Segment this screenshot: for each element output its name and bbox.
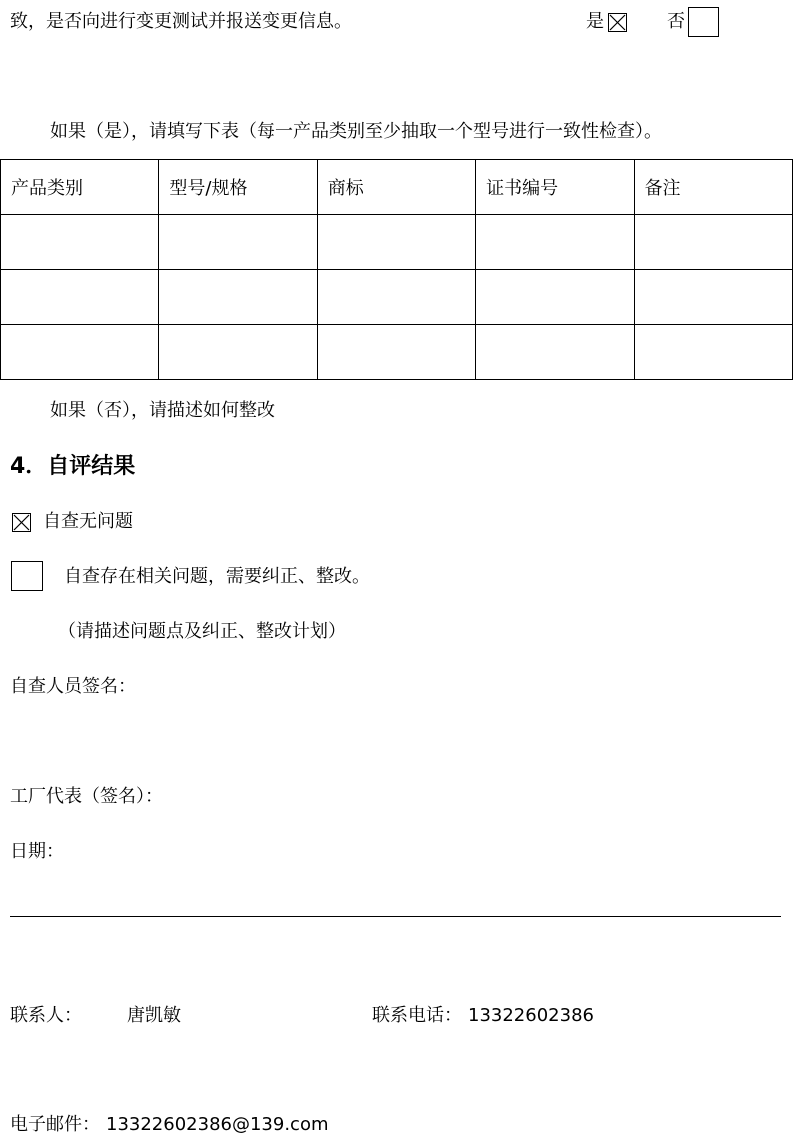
checked-x-icon xyxy=(609,14,626,31)
table-header-row xyxy=(1,160,793,215)
table-cell[interactable] xyxy=(159,270,317,325)
product-consistency-table xyxy=(0,159,793,380)
table-row xyxy=(1,270,793,325)
change-test-question: 致，是否向进行变更测试并报送变更信息。 xyxy=(10,11,352,32)
yes-label: 是 xyxy=(586,11,604,32)
contact-person-name: 唐凯敏 xyxy=(127,1005,181,1026)
has-issue-checkbox[interactable] xyxy=(11,561,43,591)
table-cell[interactable] xyxy=(317,215,475,270)
if-no-instruction: 如果（否），请描述如何整改 xyxy=(50,400,275,421)
no-issue-checkbox[interactable] xyxy=(12,513,31,532)
if-yes-instruction: 如果（是），请填写下表（每一产品类别至少抽取一个型号进行一致性检查）。 xyxy=(50,121,662,142)
section-heading: 4．自评结果 xyxy=(10,454,136,479)
email-label: 电子邮件： xyxy=(10,1114,100,1135)
table-cell[interactable] xyxy=(159,325,317,380)
no-label: 否 xyxy=(667,11,685,32)
contact-person-label: 联系人： xyxy=(10,1005,82,1026)
contact-phone: 13322602386 xyxy=(468,1005,594,1026)
header-trademark: 商标 xyxy=(317,160,475,215)
table-cell[interactable] xyxy=(634,270,792,325)
table-cell[interactable] xyxy=(476,215,634,270)
table-cell[interactable] xyxy=(634,325,792,380)
header-certificate-no: 证书编号 xyxy=(476,160,634,215)
date-label: 日期： xyxy=(10,841,64,862)
factory-rep-signature-label: 工厂代表（签名）： xyxy=(10,786,163,807)
contact-phone-label: 联系电话： xyxy=(372,1005,462,1026)
table-cell[interactable] xyxy=(476,325,634,380)
no-checkbox[interactable] xyxy=(688,7,719,37)
table-row xyxy=(1,325,793,380)
table-row xyxy=(1,215,793,270)
divider-line xyxy=(10,916,781,917)
table-cell[interactable] xyxy=(1,215,159,270)
yes-checkbox[interactable] xyxy=(608,13,627,32)
table-cell[interactable] xyxy=(317,325,475,380)
table-cell[interactable] xyxy=(634,215,792,270)
table-cell[interactable] xyxy=(159,215,317,270)
header-model-spec: 型号/规格 xyxy=(159,160,317,215)
table-cell[interactable] xyxy=(1,325,159,380)
checked-x-icon xyxy=(13,514,30,531)
issue-description-note: （请描述问题点及纠正、整改计划） xyxy=(58,621,346,642)
header-product-category: 产品类别 xyxy=(1,160,159,215)
has-issue-label: 自查存在相关问题，需要纠正、整改。 xyxy=(64,566,370,587)
inspector-signature-label: 自查人员签名： xyxy=(10,676,136,697)
email-address[interactable]: 13322602386@139.com xyxy=(106,1114,329,1135)
table-cell[interactable] xyxy=(476,270,634,325)
table-cell[interactable] xyxy=(1,270,159,325)
no-issue-label: 自查无问题 xyxy=(43,511,133,532)
table-cell[interactable] xyxy=(317,270,475,325)
header-remarks: 备注 xyxy=(634,160,792,215)
